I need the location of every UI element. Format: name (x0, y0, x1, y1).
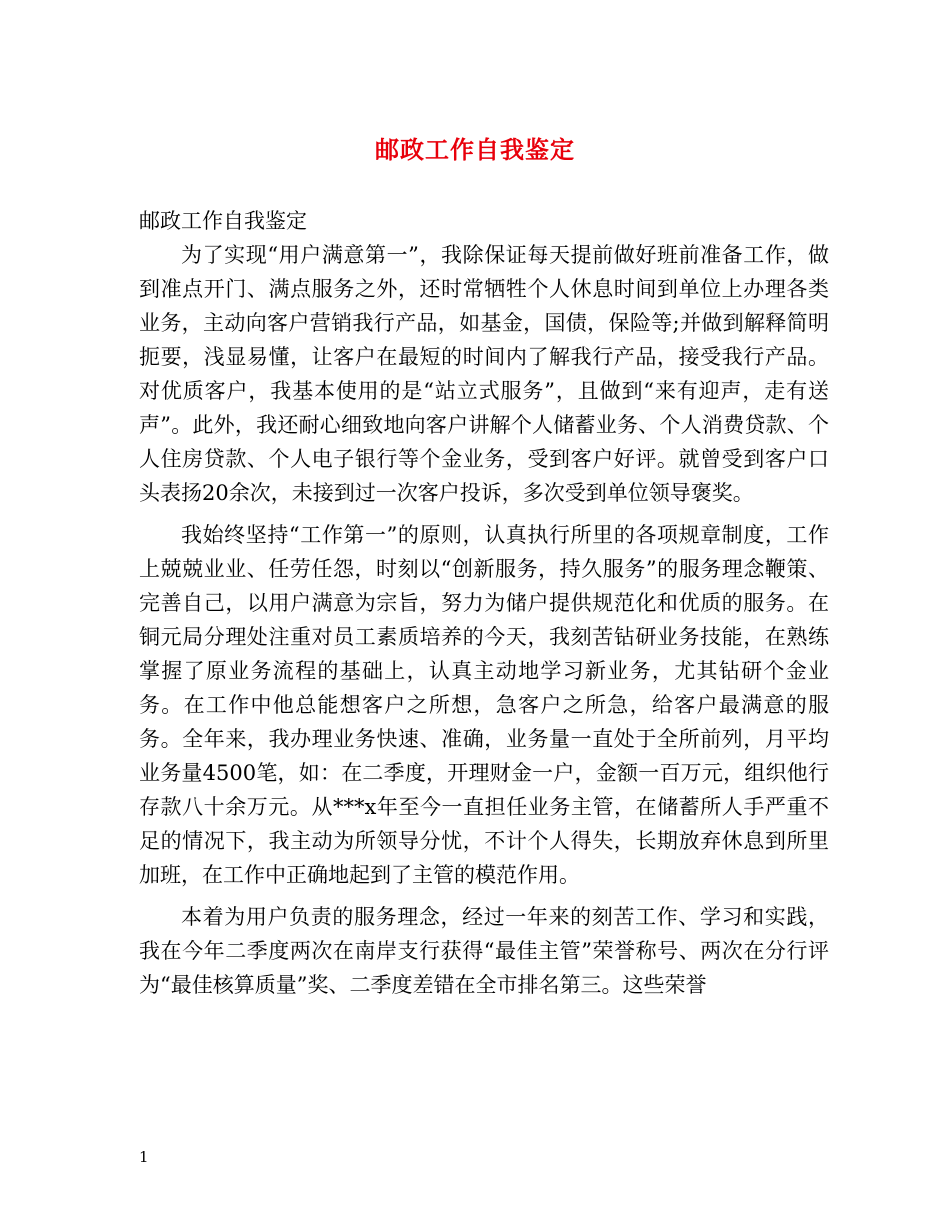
paragraph-3: 本着为用户负责的服务理念，经过一年来的刻苦工作、学习和实践，我在今年二季度两次在南岸支行获得“最佳主管”荣誉称号、两次在分行评为“最佳核算质量”奖、二季度差错在全市排名第三。这些荣誉 (139, 905, 829, 997)
page-number: 1 (139, 1148, 149, 1166)
page-title: 邮政工作自我鉴定 (375, 135, 575, 164)
paragraph-2: 我始终坚持“工作第一”的原则，认真执行所里的各项规章制度，工作上兢兢业业、任劳任怨，时刻以“创新服务，持久服务”的服务理念鞭策、完善自己，以用户满意为宗旨，努力为储户提供规范化和优质的服务。在铜元局分理处注重对员工素质培养的今天，我刻苦钻研业务技能，在熟练掌握了原业务流程的基础上，认真主动地学习新业务，尤其钻研个金业务。在工作中他总能想客户之所想，急客户之所急，给客户最满意的服务。全年来，我办理业务快速、准确，业务量一直处于全所前列，月平均业务量4500笔，如：在二季度，开理财金一户，金额一百万元，组织他行存款八十余万元。从***x年至今一直担任业务主管，在储蓄所人手严重不足的情况下，我主动为所领导分忧，不计个人得失，长期放弃休息到所里加班，在工作中正确地起到了主管的模范作用。 (139, 523, 829, 887)
subtitle-line: 邮政工作自我鉴定 (139, 209, 307, 233)
paragraph-1: 为了实现“用户满意第一”，我除保证每天提前做好班前准备工作，做到准点开门、满点服务之外，还时常牺牲个人休息时间到单位上办理各类业务，主动向客户营销我行产品，如基金，国债，保险等;并做到解释简明扼要，浅显易懂，让客户在最短的时间内了解我行产品，接受我行产品。对优质客户，我基本使用的是“站立式服务”，且做到“来有迎声，走有送声”。此外，我还耐心细致地向客户讲解个人储蓄业务、个人消费贷款、个人住房贷款、个人电子银行等个金业务，受到客户好评。就曾受到客户口头表扬20余次，未接到过一次客户投诉，多次受到单位领导褒奖。 (139, 243, 829, 505)
document-body (139, 204, 829, 1010)
